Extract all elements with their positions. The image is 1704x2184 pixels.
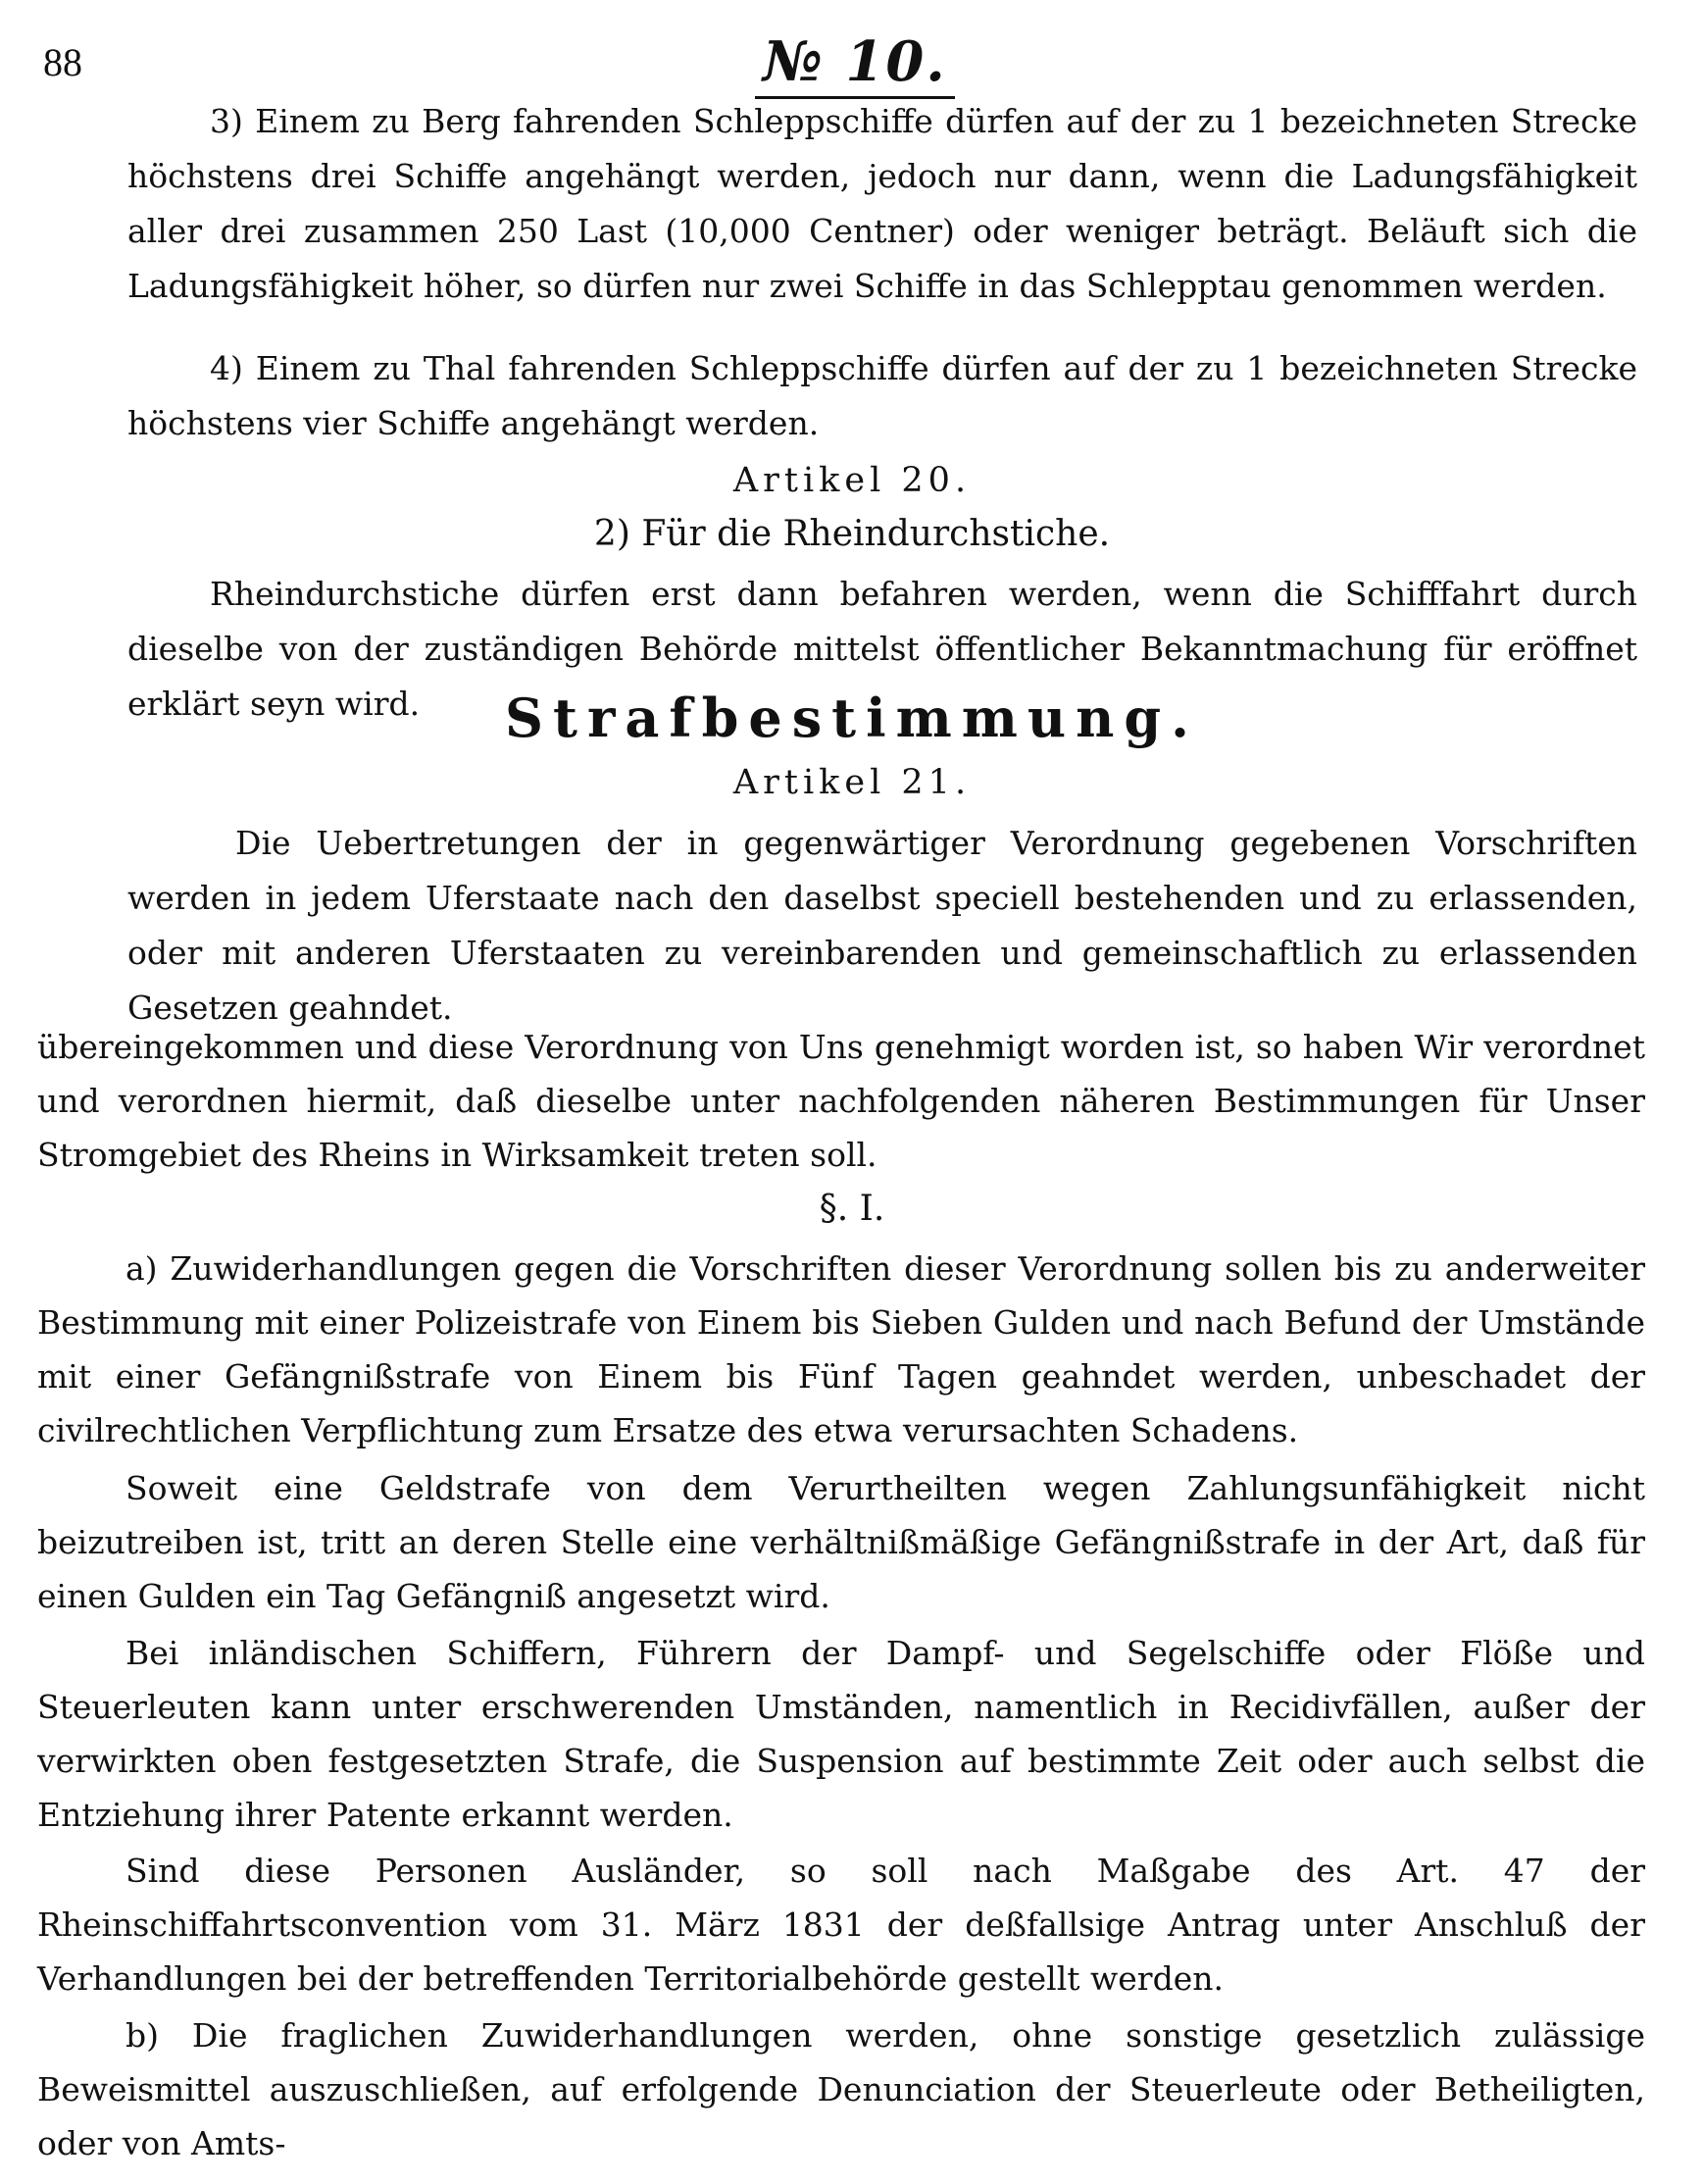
article-20-title: Artikel 20. <box>732 461 972 500</box>
paragraph-b-text: b) Die fraglichen Zuwiderhandlungen werden, ohne sonstige gesetzlich zulässige Beweismittel auszuschließen, auf erfolgende Denunciation der Steuerleute oder Betheiligten, oder von Amts- <box>37 2016 1645 2162</box>
section-mark: §. I. <box>819 1189 885 1229</box>
paragraph-a <box>37 1242 1645 1457</box>
paragraph-3-text: 3) Einem zu Berg fahrenden Schleppschiffe dürfen auf der zu 1 bezeichneten Strecke höchstens drei Schiffe angehängt werden, jedoch nur dann, wenn die Ladungsfähigkeit aller drei zusammen 250 Last (10,000 Centner) oder weniger beträgt. Beläuft sich die Ladungsfähigkeit höher, so dürfen nur zwei Schiffe in das Schlepptau genommen werden. <box>127 102 1637 305</box>
article-20-subtitle: 2) Für die Rheindurchstiche. <box>593 514 1111 554</box>
paragraph-geldstrafe-text: Soweit eine Geldstrafe von dem Verurtheilten wegen Zahlungsunfähigkeit nicht beizutreiben ist, tritt an deren Stelle eine verhältnißmäßige Gefängnißstrafe in der Art, daß für einen Gulden ein Tag Gefängniß angesetzt wird. <box>37 1469 1645 1615</box>
article-20-body: Rheindurchstiche dürfen erst dann befahren werden, wenn die Schifffahrt durch dieselbe von der zuständigen Behörde mittelst öffentlicher Bekanntmachung für eröffnet erklärt seyn wird. <box>127 575 1637 723</box>
paragraph-auslaender-text: Sind diese Personen Ausländer, so soll nach Maßgabe des Art. 47 der Rheinschiffahrtsconvention vom 31. März 1831 der deßfallsige Antrag unter Anschluß der Verhandlungen bei der betreffenden Territorialbehörde gestellt werden. <box>37 1852 1645 1998</box>
article-21-title: Artikel 21. <box>732 763 972 802</box>
paragraph-auslaender <box>37 1844 1645 2006</box>
page-number: 88 <box>43 40 82 84</box>
paragraph-4-text: 4) Einem zu Thal fahrenden Schleppschiffe dürfen auf der zu 1 bezeichneten Strecke höchstens vier Schiffe angehängt werden. <box>127 349 1637 442</box>
section-heading: Strafbestimmung. <box>505 686 1199 749</box>
paragraph-4 <box>127 341 1637 451</box>
paragraph-geldstrafe <box>37 1461 1645 1623</box>
article-21-body: Die Uebertretungen der in gegenwärtiger Verordnung gegebenen Vorschriften werden in jedem Uferstaate nach den daselbst speciell bestehenden und zu erlassenden, oder mit anderen Uferstaaten zu vereinbarenden und gemeinschaftlich zu erlassenden Gesetzen geahndet. <box>127 824 1637 1027</box>
intro-paragraph <box>37 1020 1645 1182</box>
paragraph-3 <box>127 94 1637 314</box>
paragraph-b <box>37 2008 1645 2170</box>
article-21-text <box>127 816 1637 1036</box>
paragraph-inland-text: Bei inländischen Schiffern, Führern der Dampf- und Segelschiffe oder Flöße und Steuerleuten kann unter erschwerenden Umständen, namentlich in Recidivfällen, außer der verwirkten oben festgesetzten Strafe, die Suspension auf bestimmte Zeit oder auch selbst die Entziehung ihrer Patente erkannt werden. <box>37 1634 1645 1834</box>
paragraph-a-text: a) Zuwiderhandlungen gegen die Vorschriften dieser Verordnung sollen bis zu anderweiter Bestimmung mit einer Polizeistrafe von Einem bis Sieben Gulden und nach Befund der Umstände mit einer Gefängnißstrafe von Einem bis Fünf Tagen geahndet werden, unbeschadet der civilrechtlichen Verpflichtung zum Ersatze des etwa verursachten Schadens. <box>37 1249 1645 1449</box>
intro-text: übereingekommen und diese Verordnung von Uns genehmigt worden ist, so haben Wir verordnet und verordnen hiermit, daß dieselbe unter nachfolgenden näheren Bestimmungen für Unser Stromgebiet des Rheins in Wirksamkeit treten soll. <box>37 1028 1645 1174</box>
issue-number: № 10. <box>755 29 955 99</box>
paragraph-inland <box>37 1626 1645 1842</box>
